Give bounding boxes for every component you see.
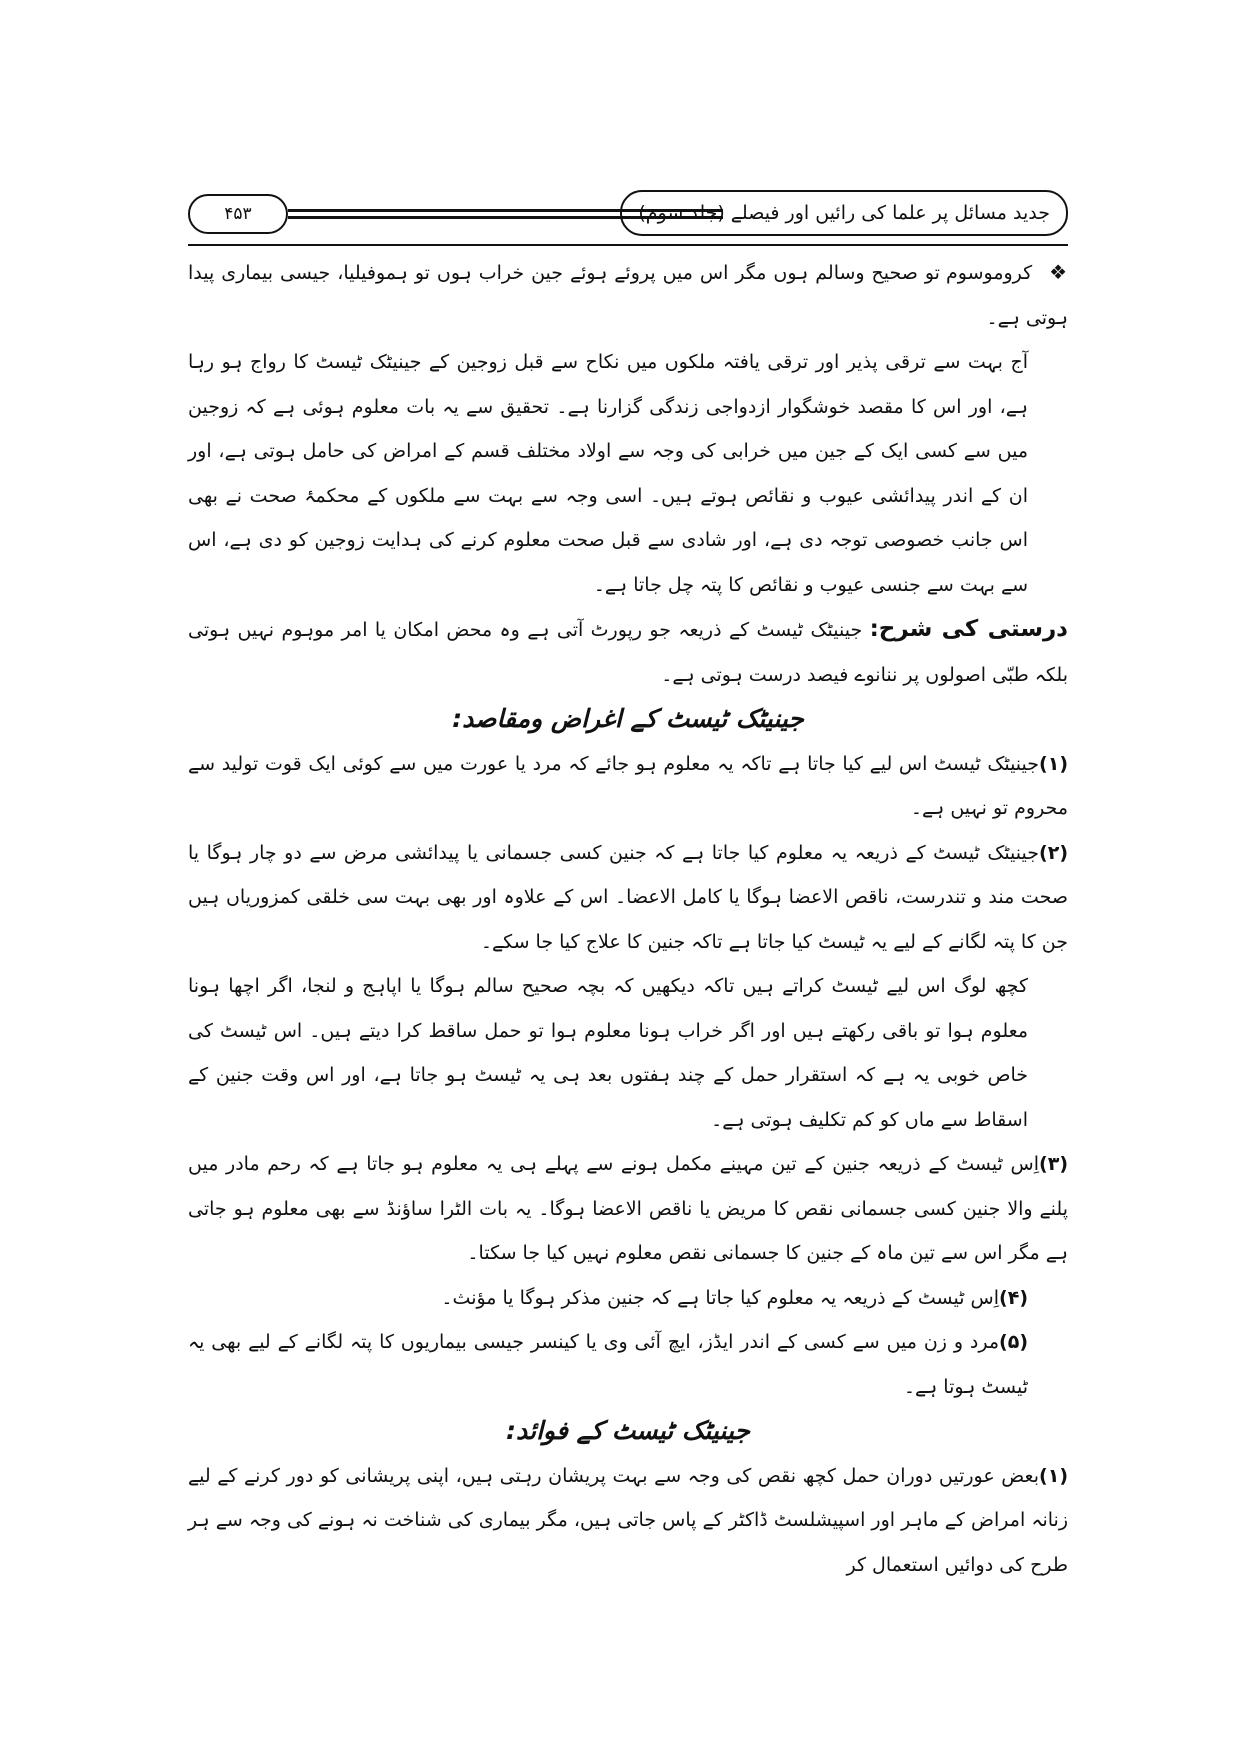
paragraph: آج بہت سے ترقی پذیر اور ترقی یافتہ ملکوں میں نکاح سے قبل زوجین کے جینیٹک ٹیسٹ کا رواج ہو رہا ہے، اور اس کا مقصد خوشگوار ازدواجی زندگی گزارنا ہے۔ تحقیق سے یہ بات معلوم ہوئی ہے کہ زوجین میں سے کسی ایک کے جین میں خرابی کی وجہ سے اولاد مختلف قسم کے امراض کی حامل ہوتی ہے، اور ان کے اندر پیدائشی عیوب و نقائص ہوتے ہیں۔ اسی وجہ سے بہت سے ملکوں کے محکمۂ صحت نے بھی اس جانب خصوصی توجہ دی ہے، اور شادی سے قبل صحت معلوم کرنے کی ہدایت زوجین کو دی ہے، اس سے بہت سے جنسی عیوب و نقائص کا پتہ چل جاتا ہے۔: [188, 351, 1028, 596]
page-body: [188, 250, 1068, 1587]
item-text: مرد و زن میں سے کسی کے اندر ایڈز، ایچ آئی وی یا کینسر جیسی بیماریوں کا پتہ لگانے کے لیے بھی یہ ٹیسٹ ہوتا ہے۔: [188, 1331, 1028, 1398]
item-number: (۳): [1039, 1153, 1068, 1175]
item-text: بعض عورتیں دوران حمل کچھ نقص کی وجہ سے بہت پریشان رہتی ہیں، اپنی پریشانی کو دور کرنے کے لیے زنانہ امراض کے ماہر اور اسپیشلسٹ ڈاکٹر کے پاس جاتی ہیں، مگر بیماری کی شناخت نہ ہونے کی وجہ سے ہر طرح کی دوائیں استعمال کر: [188, 1464, 1068, 1576]
item-number: (۱): [1039, 1464, 1068, 1487]
paragraph: کچھ لوگ اس لیے ٹیسٹ کراتے ہیں تاکہ دیکھیں کہ بچہ صحیح سالم ہوگا یا اپاہج و لنجا، اگر اچھا ہونا معلوم ہوا تو باقی رکھتے ہیں اور اگر خراب ہونا معلوم ہوا تو حمل ساقط کرا دیتے ہیں۔ اس ٹیسٹ کی خاص خوبی یہ ہے کہ استقرار حمل کے چند ہفتوں بعد ہی یہ ٹیسٹ ہو جاتا ہے، اور اس وقت جنین کے اسقاط سے ماں کو کم تکلیف ہوتی ہے۔: [188, 975, 1028, 1131]
running-header: [188, 190, 1068, 240]
sharh-paragraph: [188, 607, 1068, 697]
sharh-label: درستی کی شرح:: [869, 616, 1068, 642]
item-text: جینیٹک ٹیسٹ اس لیے کیا جاتا ہے تاکہ یہ معلوم ہو جائے کہ مرد یا عورت میں سے کوئی ایک قوت تولید سے محروم تو نہیں ہے۔: [188, 752, 1068, 819]
item-number: (۴): [999, 1286, 1028, 1309]
page-number: ۴۵۳: [188, 194, 288, 234]
book-title: جدید مسائل پر علما کی رائیں اور فیصلے (جلد سوم): [620, 190, 1068, 236]
item-text: اِس ٹیسٹ کے ذریعہ یہ معلوم کیا جاتا ہے کہ جنین مذکر ہوگا یا مؤنث۔: [441, 1286, 1000, 1309]
bullet-text: کروموسوم تو صحیح وسالم ہوں مگر اس میں پروئے ہوئے جین خراب ہوں تو ہموفیلیا، جیسی بیماری پیدا ہوتی ہے۔: [188, 262, 1068, 329]
item-text: جینیٹک ٹیسٹ کے ذریعہ یہ معلوم کیا جاتا ہے کہ جنین کسی جسمانی یا پیدائشی مرض سے دو چار ہوگا یا صحت مند و تندرست، ناقص الاعضا ہوگا یا کامل الاعضا۔ اس کے علاوہ اور بھی بہت سی خلقی کمزوریاں ہیں جن کا پتہ لگانے کے لیے یہ ٹیسٹ کیا جاتا ہے تاکہ جنین کا علاج کیا جا سکے۔: [188, 841, 1068, 953]
item-text: اِس ٹیسٹ کے ذریعہ جنین کے تین مہینے مکمل ہونے سے پہلے ہی یہ معلوم ہو جاتا ہے کہ رحم مادر میں پلنے والا جنین کسی جسمانی نقص کا مریض یا ناقص الاعضا ہوگا۔ یہ بات الٹرا ساؤنڈ سے بھی معلوم ہو جاتی ہے مگر اس سے تین ماہ کے جنین کا جسمانی نقص معلوم نہیں کیا جا سکتا۔: [188, 1153, 1068, 1264]
list-item: [188, 1276, 1068, 1321]
item-number: (۲): [1039, 841, 1068, 864]
diamond-bullet-icon: ❖: [1049, 260, 1068, 284]
item-number: (۵): [999, 1331, 1028, 1353]
bullet-paragraph: [188, 250, 1068, 340]
list-item: [188, 742, 1068, 831]
section-heading: جینیٹک ٹیسٹ کے فوائد:: [506, 1416, 750, 1445]
item-number: (۱): [1039, 752, 1068, 775]
header-rule: [188, 244, 1068, 246]
list-item: [188, 1142, 1068, 1276]
section-heading: جینیٹک ٹیسٹ کے اغراض ومقاصد:: [452, 704, 804, 733]
sharh-text: جینیٹک ٹیسٹ کے ذریعہ جو رپورٹ آتی ہے وہ محض امکان یا امر موہوم نہیں ہوتی بلکہ طبّی اصولوں پر ننانوے فیصد درست ہوتی ہے۔: [188, 619, 1068, 686]
list-item: [188, 1320, 1068, 1409]
list-item: [188, 1454, 1068, 1588]
list-item: [188, 831, 1068, 965]
